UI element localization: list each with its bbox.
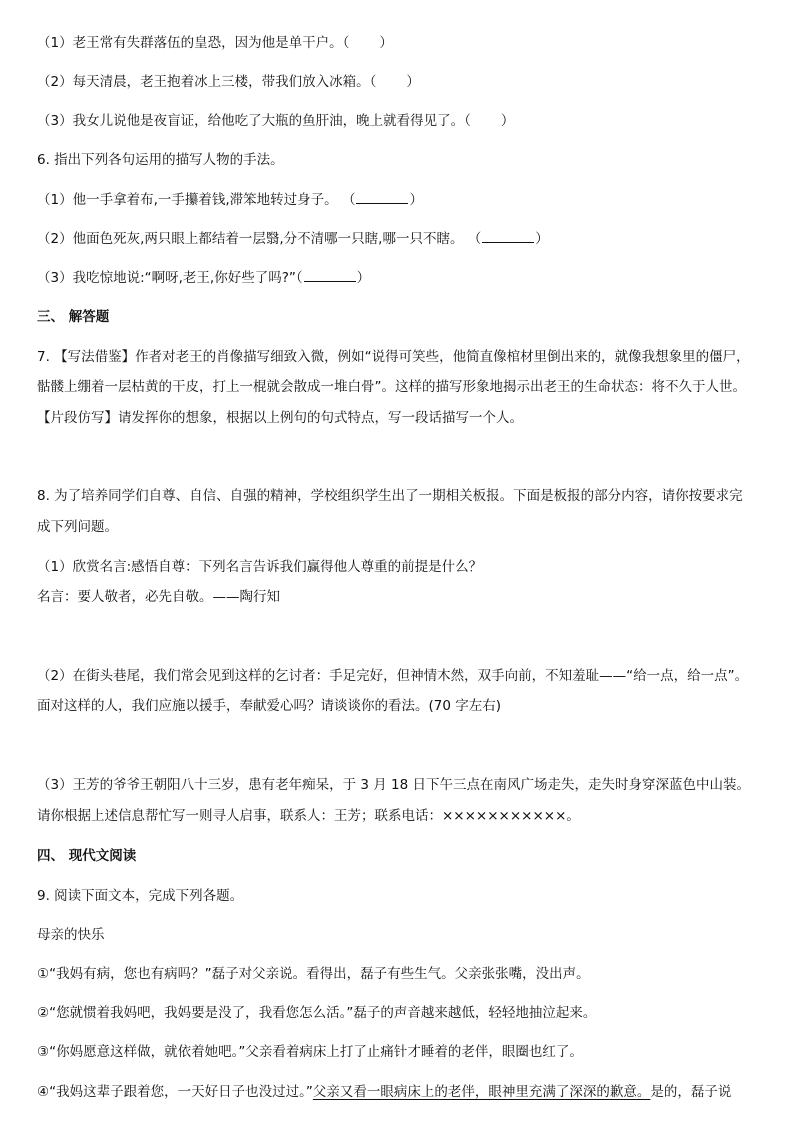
q8-sub-2-line-1: （2）在街头巷尾，我们常会见到这样的乞讨者：手足完好，但神情木然，双手向前，不知羞耻——“给一点，给一点”。: [37, 668, 749, 684]
passage-paragraph-1: ①“我妈有病，您也有病吗？”磊子对父亲说。看得出，磊子有些生气。父亲张张嘴，没出声。: [37, 966, 590, 982]
q6-item-3: （3）我吃惊地说:“啊呀,老王,你好些了吗?”（ ）: [37, 267, 764, 288]
section-heading-3: 三、 解答题: [37, 309, 110, 325]
q8-line-1: 8. 为了培养同学们自尊、自信、自强的精神，学校组织学生出了一期相关板报。下面是板报的部分内容，请你按要求完: [37, 488, 743, 504]
q5-item-2: （2）每天清晨，老王抱着冰上三楼，带我们放入冰箱。（ ）: [37, 74, 420, 90]
q8-sub-1: （1）欣赏名言:感悟自尊：下列名言告诉我们赢得他人尊重的前提是什么？: [37, 559, 483, 575]
q8-line-2: 成下列问题。: [37, 519, 118, 535]
q5-item-3: （3）我女儿说他是夜盲证，给他吃了大瓶的鱼肝油，晚上就看得见了。（ ）: [37, 113, 515, 129]
q9-stem: 9. 阅读下面文本，完成下列各题。: [37, 888, 244, 904]
q8-sub-2-line-2: 面对这样的人，我们应施以援手，奉献爱心吗？请谈谈你的看法。(70 字左右): [37, 698, 502, 714]
q7-line-1: 7. 【写法借鉴】作者对老王的肖像描写细致入微，例如“说得可笑些，他简直像棺材里倒出来的，就像我想象里的僵尸，: [37, 349, 750, 365]
q8-sub-3-line-1: （3）王芳的爷爷王朝阳八十三岁，患有老年痴呆，于 3 月 18 日下午三点在南风广场走失，走失时身穿深蓝色中山装。: [37, 777, 751, 793]
answer-blank: [356, 189, 408, 204]
q6-stem: 6. 指出下列各句运用的描写人物的手法。: [37, 152, 284, 168]
q8-quote: 名言：要人敬者，必先自敬。——陶行知: [37, 589, 280, 605]
answer-blank: [304, 267, 356, 282]
answer-blank: [482, 228, 534, 243]
passage-paragraph-3: ③“你妈愿意这样做，就依着她吧。”父亲看着病床上打了止痛针才睡着的老伴，眼圈也红了。: [37, 1044, 583, 1060]
section-heading-4: 四、 现代文阅读: [37, 848, 137, 864]
q5-item-1: （1）老王常有失群落伍的皇恐，因为他是单干户。（ ）: [37, 35, 393, 51]
passage-paragraph-2: ②“您就惯着我妈吧，我妈要是没了，我看您怎么活。”磊子的声音越来越低，轻轻地抽泣起来。: [37, 1005, 597, 1021]
q7-line-2: 骷髅上绷着一层枯黄的干皮，打上一棍就会散成一堆白骨”。这样的描写形象地揭示出老王的生命状态：将不久于人世。: [37, 379, 746, 395]
q6-item-2: （2）他面色死灰,两只眼上都结着一层翳,分不清哪一只瞎,哪一只不瞎。 （ ）: [37, 228, 764, 249]
q8-sub-3-line-2: 请你根据上述信息帮忙写一则寻人启事，联系人：王芳；联系电话：×××××××××××。: [37, 808, 580, 824]
passage-title: 母亲的快乐: [37, 927, 105, 943]
underlined-sentence: 父亲又看一眼病床上的老伴，眼神里充满了深深的歉意。: [312, 1084, 651, 1100]
passage-paragraph-4: ④“我妈这辈子跟着您，一天好日子也没过过。”父亲又看一眼病床上的老伴，眼神里充满了深深的歉意。是的，磊子说: [37, 1084, 732, 1100]
q7-line-3: 【片段仿写】请发挥你的想象，根据以上例句的句式特点，写一段话描写一个人。: [37, 410, 523, 426]
q6-item-1: （1）他一手拿着布,一手攥着钱,滞笨地转过身子。 （ ）: [37, 189, 764, 210]
